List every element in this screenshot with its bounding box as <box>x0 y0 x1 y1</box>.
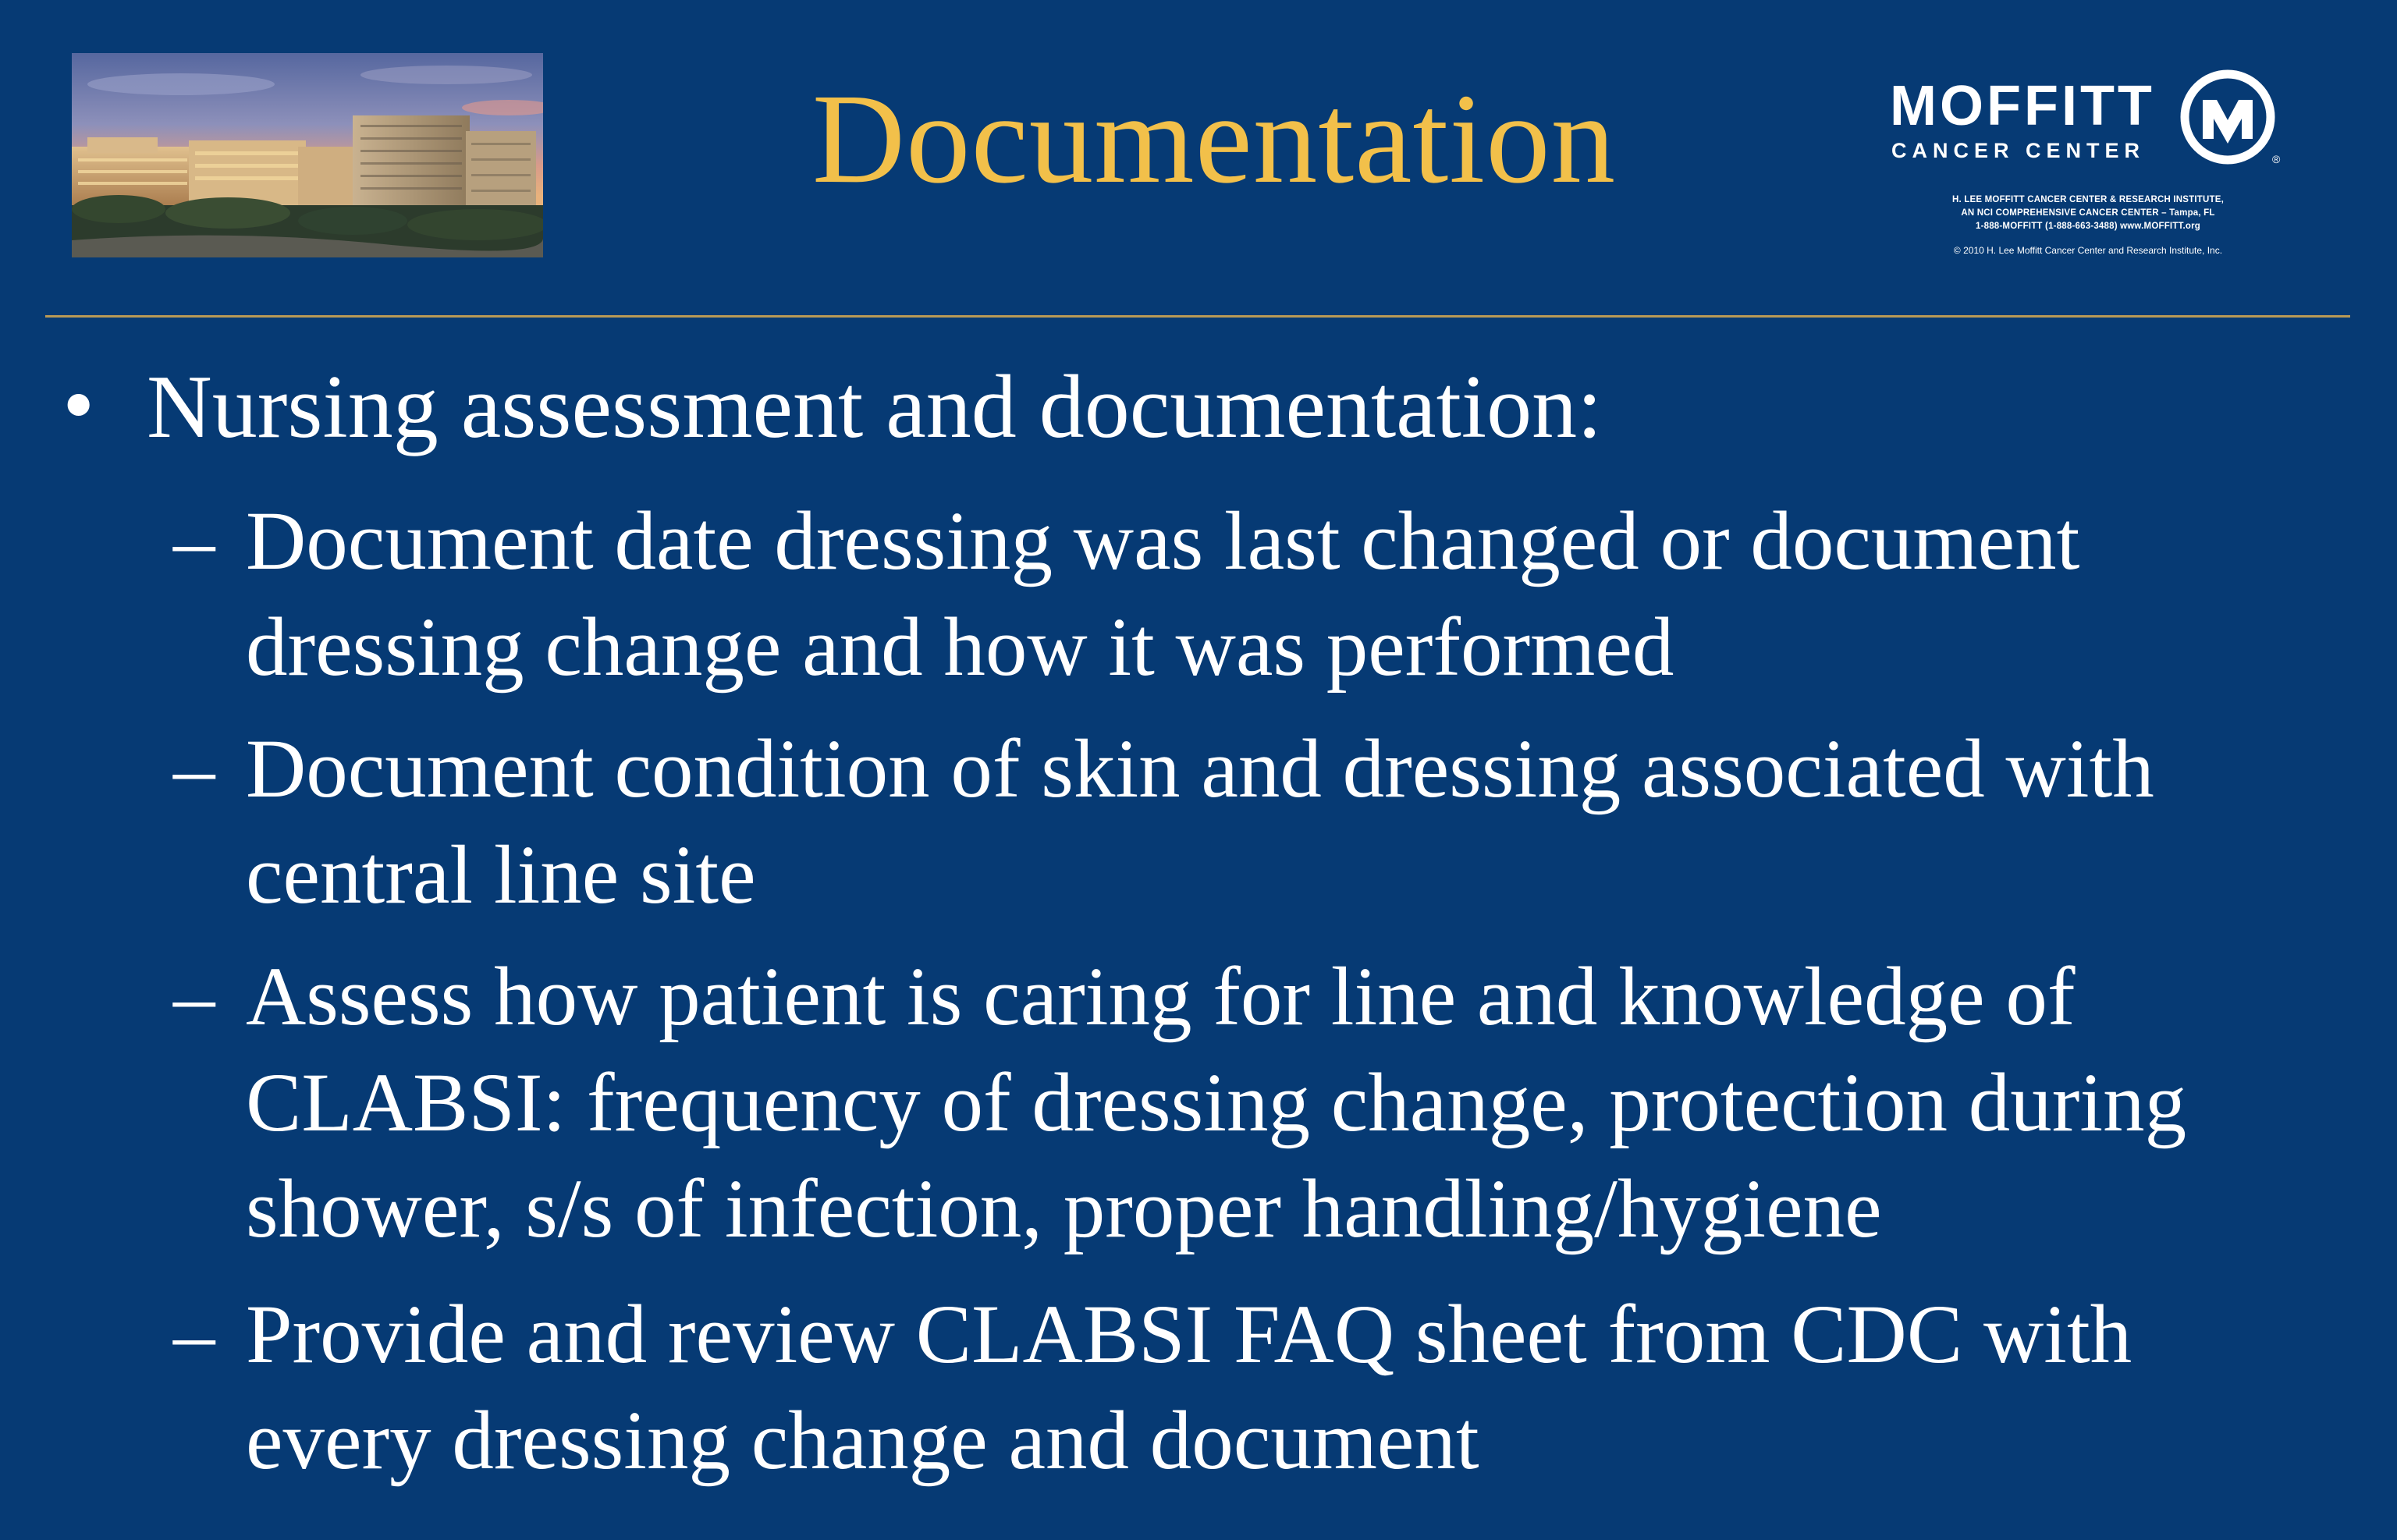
dash-icon: – <box>173 1289 215 1381</box>
sub-bullet-text <box>246 1282 2384 1494</box>
fine-print-line: H. LEE MOFFITT CANCER CENTER & RESEARCH INSTITUTE, <box>1952 195 2224 204</box>
main-bullet-text: Nursing assessment and documentation: <box>147 357 1603 457</box>
sub-bullet-line: Provide and review CLABSI FAQ sheet from CDC with <box>246 1289 2132 1381</box>
sub-bullet-text <box>246 716 2384 928</box>
sub-bullet-line: CLABSI: frequency of dressing change, protection during <box>246 1057 2187 1149</box>
sub-bullet-text <box>246 488 2384 701</box>
sub-bullet-line: Document date dressing was last changed or document <box>246 495 2080 587</box>
sub-bullet-line: shower, s/s of infection, proper handling/hygiene <box>246 1163 1882 1255</box>
dash-icon: – <box>173 495 215 587</box>
sub-bullet-line: dressing change and how it was performed <box>246 601 1674 694</box>
moffitt-logo <box>1885 69 2291 264</box>
logo-subtitle: CANCER CENTER <box>1891 139 2146 162</box>
sub-bullet-text <box>246 944 2384 1262</box>
header-divider <box>45 315 2350 318</box>
dash-icon: – <box>173 951 215 1043</box>
logo-registered: ® <box>2272 153 2281 165</box>
fine-print-line: AN NCI COMPREHENSIVE CANCER CENTER – Tampa, FL <box>1961 208 2215 218</box>
fine-print-line: 1-888-MOFFITT (1-888-663-3488) www.MOFFITT.org <box>1975 222 2201 231</box>
moffitt-m-icon <box>2179 69 2276 165</box>
logo-fine-print <box>1885 193 2291 233</box>
slide-title: Documentation <box>811 67 1617 210</box>
dash-icon: – <box>173 723 215 815</box>
logo-brand: MOFFITT <box>1890 75 2155 137</box>
sub-bullet-line: Assess how patient is caring for line and knowledge of <box>246 951 2076 1043</box>
sub-bullet-line: Document condition of skin and dressing associated with <box>246 723 2154 815</box>
logo-copyright: © 2010 H. Lee Moffitt Cancer Center and Research Institute, Inc. <box>1953 245 2223 256</box>
sub-bullet-line: central line site <box>246 829 756 921</box>
sub-bullet-line: every dressing change and document <box>246 1395 1479 1487</box>
bullet-icon: • <box>62 353 95 456</box>
